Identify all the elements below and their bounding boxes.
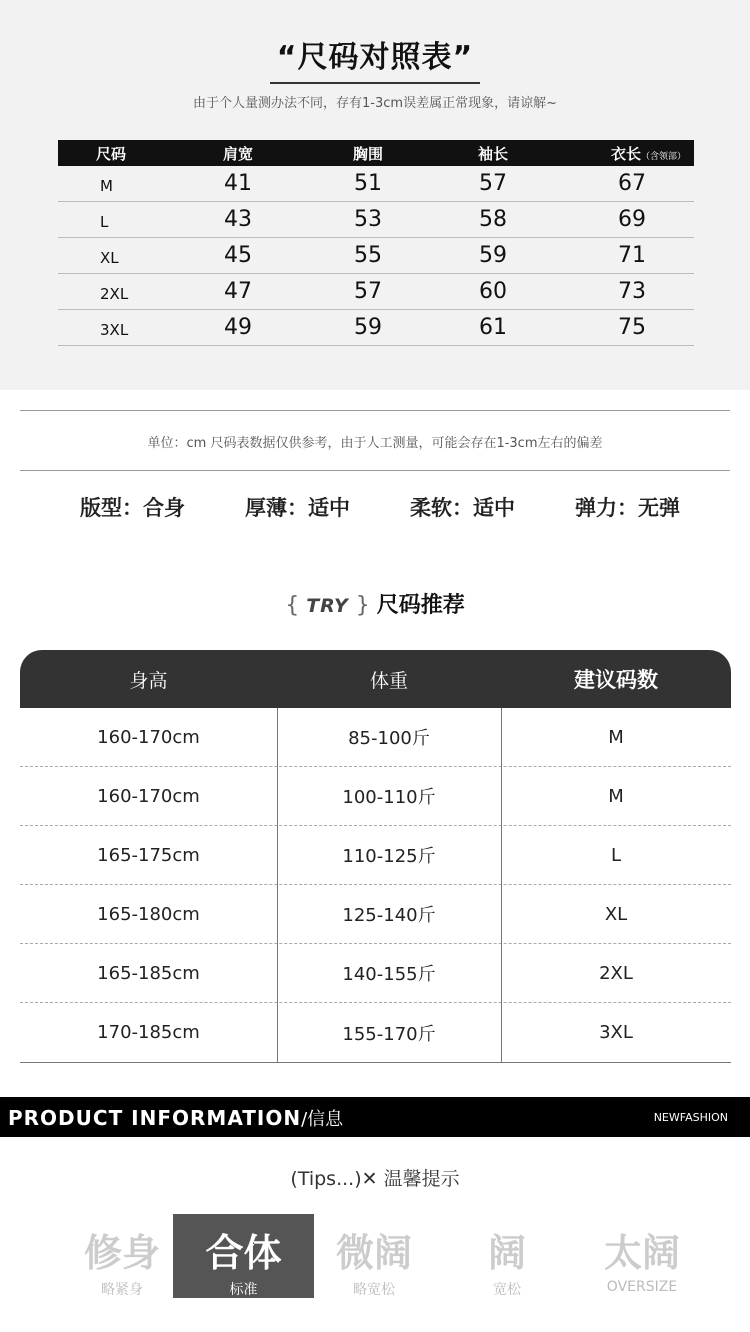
- recommend-title-text: 尺码推荐: [376, 593, 465, 618]
- header-weight: 体重: [369, 669, 408, 692]
- length-cell: 75: [618, 315, 646, 340]
- length-cell: 67: [618, 171, 646, 196]
- column-divider: [501, 708, 502, 1062]
- chest-cell: 55: [354, 243, 382, 268]
- table-row: [20, 708, 731, 767]
- sleeve-cell: 60: [479, 279, 507, 304]
- header-height: 身高: [129, 669, 168, 692]
- attr-fit: 版型：合身: [80, 496, 185, 520]
- length-cell: 69: [618, 207, 646, 232]
- shoulder-cell: 43: [224, 207, 252, 232]
- header-suggested-size: 建议码数: [574, 668, 658, 692]
- attr-softness: 柔软：适中: [410, 496, 515, 520]
- size-cell: XL: [100, 248, 119, 267]
- size-chart-header: [58, 140, 694, 166]
- sleeve-cell: 59: [479, 243, 507, 268]
- fit-sublabel: 略紧身: [101, 1282, 143, 1298]
- weight-cell: 155-170斤: [342, 1023, 436, 1045]
- fit-label: 微阔: [335, 1231, 412, 1275]
- weight-cell: 125-140斤: [342, 905, 436, 926]
- size-cell: L: [610, 844, 622, 866]
- fit-sublabel: 标准: [229, 1282, 258, 1298]
- fit-option-relaxed: [324, 1214, 424, 1298]
- chest-cell: 59: [354, 315, 382, 340]
- divider: [20, 410, 730, 411]
- chest-cell: 51: [354, 171, 382, 196]
- length-cell: 73: [618, 279, 646, 304]
- height-cell: 160-170cm: [97, 785, 200, 807]
- size-cell: M: [100, 176, 113, 195]
- column-divider: [277, 708, 278, 1062]
- weight-cell: 85-100斤: [348, 728, 430, 749]
- brace-open: {: [285, 593, 300, 618]
- size-cell: XL: [604, 903, 628, 925]
- size-chart-table: [58, 140, 694, 346]
- fit-option-oversize: [582, 1214, 702, 1298]
- attr-thickness: 厚薄：适中: [245, 496, 350, 520]
- size-chart-title: “尺码对照表”: [276, 40, 474, 75]
- product-info-banner: [0, 1097, 750, 1137]
- fit-option-slim: [62, 1214, 182, 1298]
- header-sleeve: 袖长: [477, 144, 508, 163]
- table-row: [20, 767, 731, 826]
- size-cell: L: [100, 212, 109, 231]
- size-chart-note: 由于个人量测办法不同，存有1-3cm误差属正常现象，请谅解~: [193, 96, 557, 111]
- shoulder-cell: 45: [224, 243, 252, 268]
- product-info-title-zh: /信息: [301, 1109, 344, 1130]
- height-cell: 165-175cm: [97, 844, 200, 866]
- size-cell: 2XL: [599, 962, 633, 984]
- fit-sublabel: 略宽松: [353, 1282, 395, 1298]
- header-length: [558, 143, 694, 164]
- table-row: [20, 1003, 731, 1062]
- table-row: [20, 885, 731, 944]
- height-cell: 165-185cm: [97, 962, 200, 984]
- table-row: [58, 166, 694, 202]
- product-info-title-en: PRODUCT INFORMATION: [8, 1106, 302, 1130]
- fit-label: 合体: [205, 1231, 282, 1275]
- fabric-attributes: [80, 492, 680, 522]
- header-shoulder: 肩宽: [222, 144, 253, 163]
- height-cell: 160-170cm: [97, 726, 200, 748]
- header-size: 尺码: [96, 144, 127, 163]
- fit-sublabel: 宽松: [493, 1282, 521, 1298]
- fit-scale: [62, 1214, 702, 1298]
- sleeve-cell: 61: [479, 315, 507, 340]
- recommend-body: [20, 708, 731, 1063]
- length-cell: 71: [618, 243, 646, 268]
- fit-label: 阔: [487, 1231, 526, 1275]
- table-row: [58, 202, 694, 238]
- size-chart-section: [0, 0, 750, 390]
- weight-cell: 100-110斤: [342, 787, 436, 808]
- shoulder-cell: 41: [224, 171, 252, 196]
- size-cell: 3XL: [599, 1022, 633, 1043]
- table-row: [20, 944, 731, 1003]
- tips-heading: (Tips...)✕ 温馨提示: [290, 1168, 460, 1190]
- height-cell: 170-185cm: [97, 1022, 200, 1043]
- shoulder-cell: 47: [224, 279, 252, 304]
- size-cell: 2XL: [100, 284, 129, 303]
- fit-label: 修身: [83, 1231, 160, 1275]
- size-cell: 3XL: [100, 320, 129, 339]
- size-cell: M: [608, 785, 624, 807]
- weight-cell: 140-155斤: [342, 964, 436, 985]
- header-length-label: 衣长: [610, 144, 641, 163]
- divider: [20, 470, 730, 471]
- size-cell: M: [608, 726, 624, 748]
- table-row: [58, 238, 694, 274]
- title-underline: [270, 82, 480, 84]
- shoulder-cell: 49: [224, 315, 252, 340]
- table-row: [58, 310, 694, 346]
- brand-tag: NEWFASHION: [653, 1111, 728, 1124]
- fit-label: 太阔: [603, 1231, 680, 1275]
- table-row: [58, 274, 694, 310]
- fit-sublabel: OVERSIZE: [606, 1279, 678, 1295]
- brace-close: }: [355, 593, 370, 618]
- fit-option-loose: [462, 1214, 552, 1298]
- try-label: TRY: [306, 595, 349, 617]
- recommend-header: [20, 650, 731, 708]
- recommend-title: [0, 588, 750, 619]
- unit-note: 单位：cm 尺码表数据仅供参考，由于人工测量，可能会存在1-3cm左右的偏差: [147, 436, 603, 451]
- height-cell: 165-180cm: [97, 903, 200, 925]
- attr-elasticity: 弹力：无弹: [575, 496, 680, 520]
- sleeve-cell: 58: [479, 207, 507, 232]
- header-length-suffix: （含领部）: [640, 151, 686, 162]
- sleeve-cell: 57: [479, 171, 507, 196]
- chest-cell: 53: [354, 207, 382, 232]
- recommend-table: [20, 650, 731, 1063]
- fit-option-regular: [173, 1214, 314, 1298]
- weight-cell: 110-125斤: [342, 846, 436, 867]
- chest-cell: 57: [354, 279, 382, 304]
- header-chest: 胸围: [352, 144, 383, 163]
- product-info-title: [8, 1105, 343, 1131]
- table-row: [20, 826, 731, 885]
